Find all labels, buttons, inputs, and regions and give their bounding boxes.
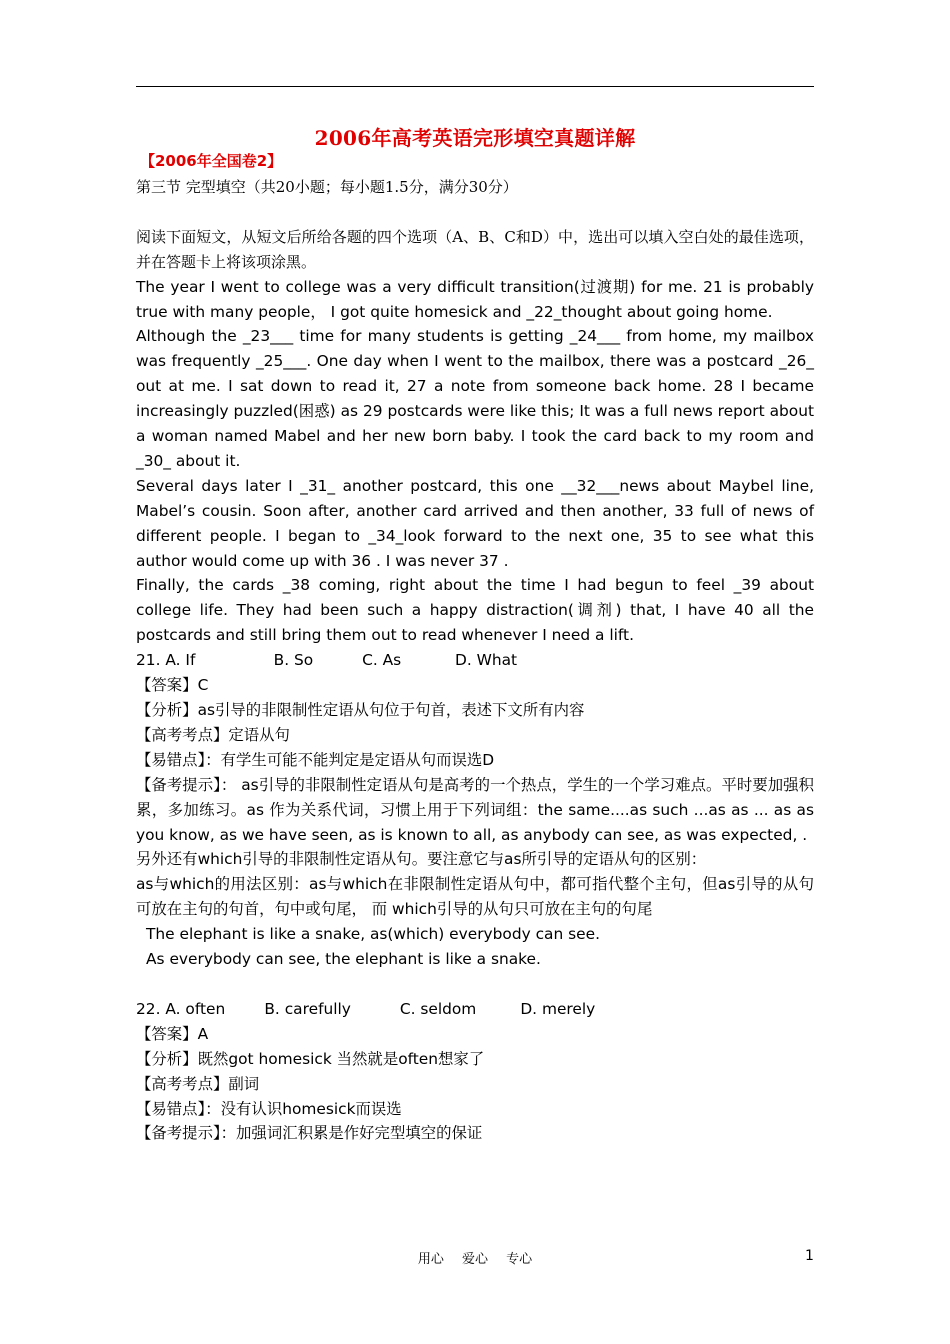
spacer — [136, 972, 814, 997]
q22-study-tip: 【备考提示】：加强词汇积累是作好完型填空的保证 — [136, 1124, 483, 1143]
q22-answer: 【答案】A — [136, 1024, 209, 1043]
q21-common-mistake: 【易错点】：有学生可能不能判定是定语从句而误选D — [136, 750, 495, 769]
exam-subtitle: 【2006年全国卷2】 — [140, 152, 283, 170]
q21-options: 21. A. If B. So C. As D. What — [136, 651, 518, 670]
q22-analysis: 【分析】既然got homesick 当然就是often想家了 — [136, 1049, 485, 1068]
q21-extra-note-2: as与which的用法区别：as与which在非限制性定语从句中，都可指代整个主句，但as引导的从句可放在主句的句首，句中或句尾， 而 which引导的从句只可放在主句的句尾 — [136, 875, 814, 919]
q22-exam-point: 【高考考点】副词 — [136, 1074, 260, 1093]
spacer — [136, 200, 814, 225]
page-footer: 用心 爱心 专心 — [417, 1252, 533, 1267]
q21-extra-note-1: 另外还有which引导的非限制性定语从句。要注意它与as所引导的定语从句的区别： — [136, 850, 707, 869]
instructions: 阅读下面短文，从短文后所给各题的四个选项（A、B、C和D）中，选出可以填入空白处的最佳选项，并在答题卡上将该项涂黑。 — [136, 227, 814, 271]
passage-paragraph-2: Although the _23___ time for many students is getting _24___ from home, my mailbox was frequently _25___. One day when I went to the mailbox, there was a postcard _26_ out at me. I sat down to read it, 27 a note from someone back home. 28 I became increasingly puzzled(困惑) as 29 postcards were like this; It was a full news report about a woman named Mabel and her new born baby. I took the card back to my room and _30_ about it. — [136, 327, 814, 470]
passage-paragraph-3: Several days later I _31_ another postcard, this one __32___news about Maybel line, Mabel’s cousin. Soon after, another card arrived and then another, 33 full of news of different people. I began to _34_look forward to the next one, 35 to see what this author would come up with 36 . I was never 37 . — [136, 476, 814, 570]
q21-exam-point: 【高考考点】定语从句 — [136, 725, 290, 744]
q22-common-mistake: 【易错点】：没有认识homesick而误选 — [136, 1099, 402, 1118]
passage-paragraph-1: The year I went to college was a very difficult transition(过渡期) for me. 21 is probably true with many people， I got quite homesick and _22_thought about going home. — [136, 277, 814, 321]
page-number: 1 — [805, 1248, 814, 1264]
page-title: 2006年高考英语完形填空真题详解 — [314, 126, 636, 150]
q21-example-2: As everybody can see, the elephant is like a snake. — [146, 950, 541, 969]
header-rule — [136, 86, 814, 87]
document-body — [136, 175, 814, 1146]
q21-study-tip: 【备考提示】： as引导的非限制性定语从句是高考的一个热点，学生的一个学习难点。平时要加强积累，多加练习。as 作为关系代词，习惯上用于下列词组：the same....as such ...as as ... as as you know, as we have seen, as is known to all, as anybody can see, as was expected, . — [136, 775, 814, 844]
passage-paragraph-4: Finally, the cards _38 coming, right about the time I had begun to feel _39 about college life. They had been such a happy distraction(调剂) that, I have 40 all the postcards and still bring them out to read whenever I need a lift. — [136, 576, 814, 645]
q21-analysis: 【分析】as引导的非限制性定语从句位于句首，表述下文所有内容 — [136, 701, 585, 720]
q21-example-1: The elephant is like a snake, as(which) everybody can see. — [146, 925, 600, 944]
q21-answer: 【答案】C — [136, 676, 209, 695]
q22-options: 22. A. often B. carefully C. seldom D. merely — [136, 999, 596, 1018]
section-header: 第三节 完型填空（共20小题；每小题1.5分，满分30分） — [136, 178, 518, 196]
